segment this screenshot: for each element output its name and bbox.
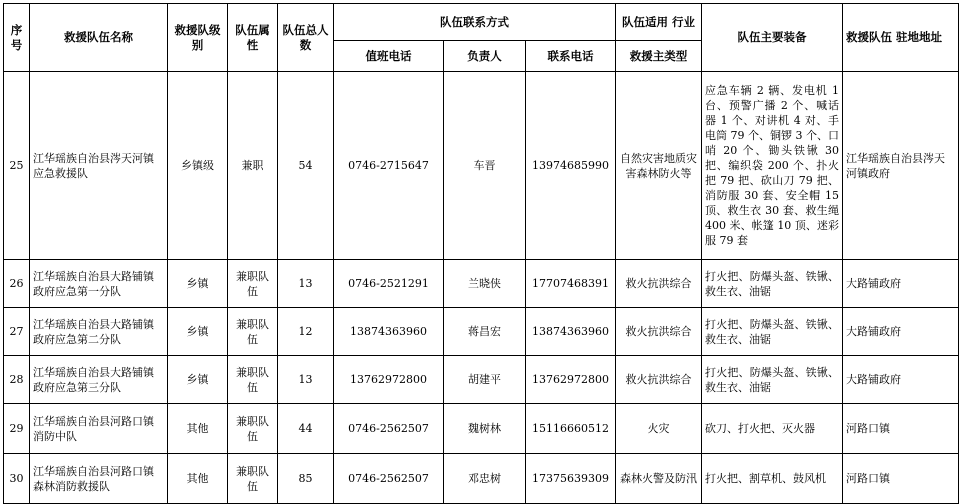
cell-leader: 邓忠树	[444, 454, 526, 504]
cell-headcount: 12	[278, 308, 334, 356]
cell-team-name: 江华瑶族自治县河路口镇消防中队	[30, 404, 168, 454]
header-team-name: 救援队伍名称	[30, 4, 168, 72]
cell-equipment: 打火把、割草机、鼓风机	[702, 454, 843, 504]
cell-team-name: 江华瑶族自治县大路铺镇政府应急第二分队	[30, 308, 168, 356]
cell-equipment: 砍刀、打火把、灭火器	[702, 404, 843, 454]
table-row	[4, 308, 959, 356]
cell-address: 大路铺政府	[843, 356, 959, 404]
header-row-1	[4, 4, 959, 41]
cell-headcount: 13	[278, 356, 334, 404]
cell-contact-phone: 13974685990	[526, 72, 616, 260]
header-seq: 序号	[4, 4, 30, 72]
cell-address: 江华瑶族自治县涔天河镇政府	[843, 72, 959, 260]
header-industry: 队伍适用 行业	[616, 4, 702, 41]
cell-attribute: 兼职队伍	[228, 308, 278, 356]
cell-leader: 蒋昌宏	[444, 308, 526, 356]
cell-duty-phone: 13874363960	[334, 308, 444, 356]
cell-seq: 29	[4, 404, 30, 454]
cell-contact-phone: 13762972800	[526, 356, 616, 404]
cell-address: 大路铺政府	[843, 260, 959, 308]
cell-duty-phone: 13762972800	[334, 356, 444, 404]
cell-rescue-type: 救火抗洪综合	[616, 308, 702, 356]
cell-seq: 28	[4, 356, 30, 404]
cell-contact-phone: 17375639309	[526, 454, 616, 504]
cell-equipment: 打火把、防爆头盔、铁锹、救生衣、油锯	[702, 308, 843, 356]
cell-attribute: 兼职	[228, 72, 278, 260]
cell-team-name: 江华瑶族自治县河路口镇森林消防救援队	[30, 454, 168, 504]
cell-duty-phone: 0746-2562507	[334, 404, 444, 454]
cell-rescue-type: 自然灾害地质灾害森林防火等	[616, 72, 702, 260]
header-address: 救援队伍 驻地地址	[843, 4, 959, 72]
table-row	[4, 72, 959, 260]
cell-rescue-type: 救火抗洪综合	[616, 356, 702, 404]
header-leader: 负责人	[444, 41, 526, 72]
cell-contact-phone: 13874363960	[526, 308, 616, 356]
cell-address: 河路口镇	[843, 454, 959, 504]
cell-level: 乡镇级	[168, 72, 228, 260]
cell-attribute: 兼职队伍	[228, 454, 278, 504]
cell-equipment: 应急车辆 2 辆、发电机 1 台、预警广播 2 个、喊话器 1 个、对讲机 4 对、手电筒 79 个、铜锣 3 个、口哨 20 个、锄头铁锹 30 把、编织袋 200 个、扑火把 79 把、砍山刀 79 把、消防服 30 套、安全帽 15 顶、救生衣 30 套、救生绳 400 米、帐篷 10 顶、迷彩服 79 套	[702, 72, 843, 260]
cell-level: 乡镇	[168, 308, 228, 356]
cell-contact-phone: 15116660512	[526, 404, 616, 454]
table-row	[4, 454, 959, 504]
cell-rescue-type: 森林火警及防汛	[616, 454, 702, 504]
cell-leader: 车晋	[444, 72, 526, 260]
cell-duty-phone: 0746-2715647	[334, 72, 444, 260]
cell-headcount: 85	[278, 454, 334, 504]
table-row	[4, 260, 959, 308]
header-level: 救援队级别	[168, 4, 228, 72]
header-attribute: 队伍属性	[228, 4, 278, 72]
cell-level: 其他	[168, 404, 228, 454]
table-row	[4, 404, 959, 454]
cell-team-name: 江华瑶族自治县涔天河镇应急救援队	[30, 72, 168, 260]
cell-duty-phone: 0746-2562507	[334, 454, 444, 504]
table-row	[4, 356, 959, 404]
cell-team-name: 江华瑶族自治县大路铺镇政府应急第一分队	[30, 260, 168, 308]
header-duty-phone: 值班电话	[334, 41, 444, 72]
cell-leader: 魏树林	[444, 404, 526, 454]
cell-seq: 30	[4, 454, 30, 504]
cell-seq: 27	[4, 308, 30, 356]
cell-leader: 兰晓侠	[444, 260, 526, 308]
header-headcount: 队伍总人数	[278, 4, 334, 72]
cell-duty-phone: 0746-2521291	[334, 260, 444, 308]
cell-rescue-type: 救火抗洪综合	[616, 260, 702, 308]
cell-headcount: 44	[278, 404, 334, 454]
cell-address: 大路铺政府	[843, 308, 959, 356]
cell-level: 其他	[168, 454, 228, 504]
cell-level: 乡镇	[168, 356, 228, 404]
rescue-team-table	[3, 3, 959, 504]
header-equipment: 队伍主要装备	[702, 4, 843, 72]
cell-attribute: 兼职队伍	[228, 404, 278, 454]
header-contact-group: 队伍联系方式	[334, 4, 616, 41]
header-rescue-type: 救援主类型	[616, 41, 702, 72]
cell-team-name: 江华瑶族自治县大路铺镇政府应急第三分队	[30, 356, 168, 404]
cell-contact-phone: 17707468391	[526, 260, 616, 308]
cell-equipment: 打火把、防爆头盔、铁锹、救生衣、油锯	[702, 356, 843, 404]
cell-headcount: 13	[278, 260, 334, 308]
cell-level: 乡镇	[168, 260, 228, 308]
cell-seq: 25	[4, 72, 30, 260]
cell-headcount: 54	[278, 72, 334, 260]
header-contact-phone: 联系电话	[526, 41, 616, 72]
cell-leader: 胡建平	[444, 356, 526, 404]
cell-equipment: 打火把、防爆头盔、铁锹、救生衣、油锯	[702, 260, 843, 308]
cell-seq: 26	[4, 260, 30, 308]
cell-rescue-type: 火灾	[616, 404, 702, 454]
cell-address: 河路口镇	[843, 404, 959, 454]
cell-attribute: 兼职队伍	[228, 260, 278, 308]
cell-attribute: 兼职队伍	[228, 356, 278, 404]
